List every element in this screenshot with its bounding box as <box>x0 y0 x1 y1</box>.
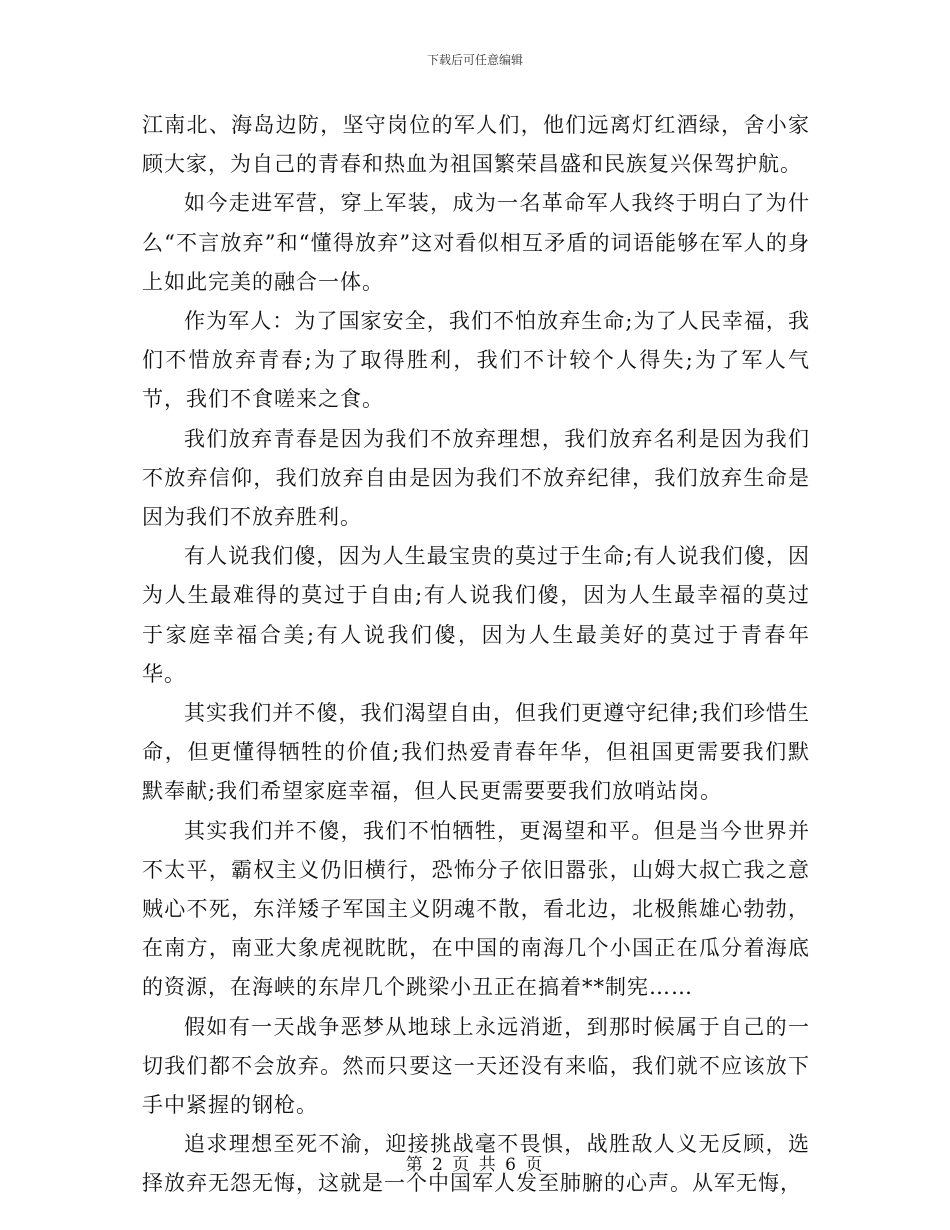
paragraph: 追求理想至死不渝，迎接挑战毫不畏惧，战胜敌人义无反顾，选择放弃无怨无悔，这就是一个中国军人发至肺腑的心声。从军无悔， <box>142 1132 810 1196</box>
page-header: 下载后可任意编辑 <box>426 53 523 67</box>
paragraph: 假如有一天战争恶梦从地球上永远消逝，到那时候属于自己的一切我们都不会放弃。然而只要这一天还没有来临，我们就不应该放下手中紧握的钢枪。 <box>142 1014 810 1118</box>
paragraph: 我们放弃青春是因为我们不放弃理想，我们放弃名利是因为我们不放弃信仰，我们放弃自由是因为我们不放弃纪律，我们放弃生命是因为我们不放弃胜利。 <box>142 426 810 530</box>
paragraph: 作为军人：为了国家安全，我们不怕放弃生命;为了人民幸福，我们不惜放弃青春;为了取得胜利，我们不计较个人得失;为了军人气节，我们不食嗟来之食。 <box>142 309 810 412</box>
paragraph-continued: 江南北、海岛边防，坚守岗位的军人们，他们远离灯红酒绿，舍小家顾大家，为自己的青春和热血为祖国繁荣昌盛和民族复兴保驾护航。 <box>142 113 810 177</box>
paragraph: 其实我们并不傻，我们渴望自由，但我们更遵守纪律;我们珍惜生命，但更懂得牺牲的价值;我们热爱青春年华，但祖国更需要我们默默奉献;我们希望家庭幸福，但人民更需要要我们放哨站岗。 <box>142 701 810 804</box>
paragraph: 有人说我们傻，因为人生最宝贵的莫过于生命;有人说我们傻，因为人生最难得的莫过于自由;有人说我们傻，因为人生最幸福的莫过于家庭幸福合美;有人说我们傻，因为人生最美好的莫过于青春年华。 <box>142 544 810 686</box>
document-body <box>142 106 810 1204</box>
paragraph: 如今走进军营，穿上军装，成为一名革命军人我终于明白了为什么“不言放弃”和“懂得放弃”这对看似相互矛盾的词语能够在军人的身上如此完美的融合一体。 <box>142 191 810 294</box>
paragraph: 其实我们并不傻，我们不怕牺牲，更渴望和平。但是当今世界并不太平，霸权主义仍旧横行，恐怖分子依旧嚣张，山姆大叔亡我之意贼心不死，东洋矮子军国主义阴魂不散，看北边，北极熊雄心勃勃，在南方，南亚大象虎视眈眈，在中国的南海几个小国正在瓜分着海底的资源，在海峡的东岸几个跳梁小丑正在搞着**制宪…… <box>142 818 810 1000</box>
page-number-footer: 第 2 页 共 6 页 <box>405 1155 545 1175</box>
